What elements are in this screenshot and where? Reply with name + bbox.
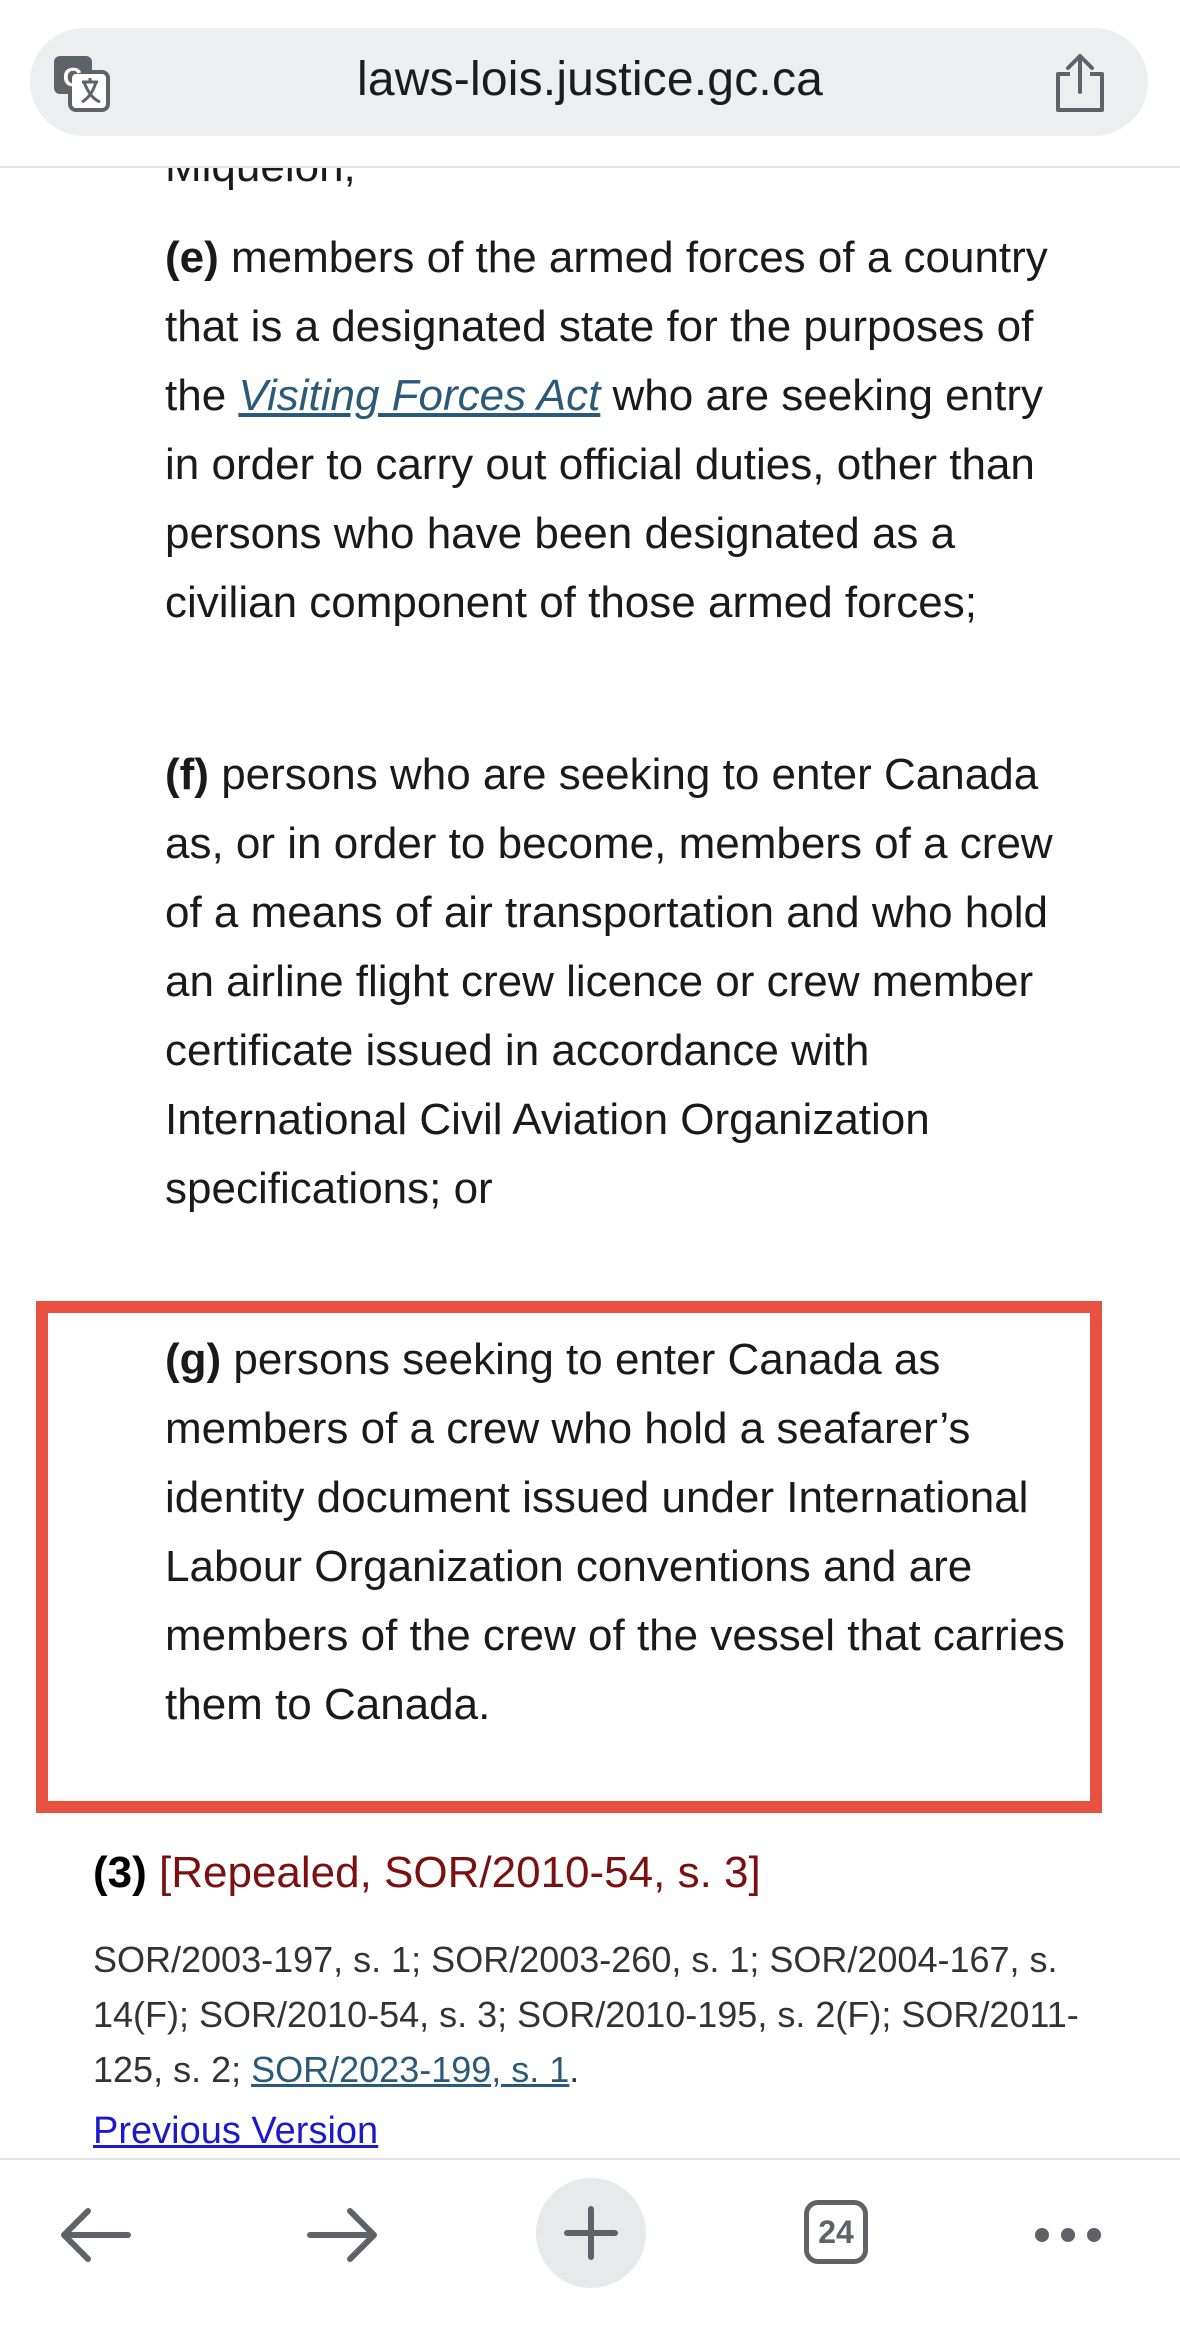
subsection-3 — [93, 1843, 761, 1903]
paragraph-text: members of the armed forces of a country that is a designated state for the purposes of the — [165, 233, 1048, 420]
svg-text:G: G — [62, 62, 84, 92]
more-dots-icon — [1032, 2225, 1104, 2245]
paragraph-f — [165, 740, 1065, 1223]
browser-address-bar — [0, 0, 1180, 168]
paragraph-e — [165, 223, 1065, 637]
paragraph-g — [165, 1325, 1065, 1739]
arrow-left-icon — [58, 2207, 132, 2263]
amendment-history — [93, 1932, 1083, 2097]
subsection-mark: (3) — [93, 1848, 147, 1897]
back-button[interactable] — [50, 2200, 140, 2270]
new-tab-button[interactable] — [536, 2178, 646, 2288]
visiting-forces-act-link[interactable]: Visiting Forces Act — [238, 371, 601, 420]
amendment-list: SOR/2003-197, s. 1; SOR/2003-260, s. 1; SOR/2004-167, s. 14(F); SOR/2010-54, s. 3; SOR/2010-195, s. 2(F); SOR/2011-125, s. 2; — [93, 1939, 1079, 2090]
previous-version-link[interactable]: Previous Version — [93, 2110, 379, 2152]
paragraph-text: persons seeking to enter Canada as members of a crew who hold a seafarer’s identity document issued under International Labour Organization conventions and are members of the crew of the vessel that carries them to Canada. — [165, 1335, 1065, 1729]
paragraph-text: who are seeking entry in order to carry out official duties, other than persons who have been designated as a civilian component of those armed forces; — [165, 371, 1043, 627]
paragraph-mark: (e) — [165, 233, 219, 282]
more-menu-button[interactable] — [1018, 2200, 1118, 2270]
arrow-right-icon — [306, 2207, 380, 2263]
amendment-end: . — [569, 2049, 580, 2090]
paragraph-mark: (g) — [165, 1335, 222, 1384]
plus-icon — [563, 2205, 619, 2261]
url-text[interactable]: laws-lois.justice.gc.ca — [356, 53, 824, 106]
paragraph-text: persons who are seeking to enter Canada as, or in order to become, members of a crew of a means of air transportation and who hold an airline flight crew licence or crew member certificate issued in accordance with International Civil Aviation Organization specifications; or — [165, 750, 1053, 1213]
paragraph-mark: (f) — [165, 750, 209, 799]
forward-button[interactable] — [298, 2200, 388, 2270]
tab-count: 24 — [804, 2200, 868, 2264]
browser-toolbar — [0, 2158, 1180, 2344]
share-icon[interactable] — [1052, 52, 1108, 114]
repealed-text: [Repealed, SOR/2010-54, s. 3] — [159, 1848, 761, 1897]
latest-amendment-link[interactable]: SOR/2023-199, s. 1 — [251, 2049, 570, 2090]
tabs-button[interactable] — [796, 2192, 876, 2272]
